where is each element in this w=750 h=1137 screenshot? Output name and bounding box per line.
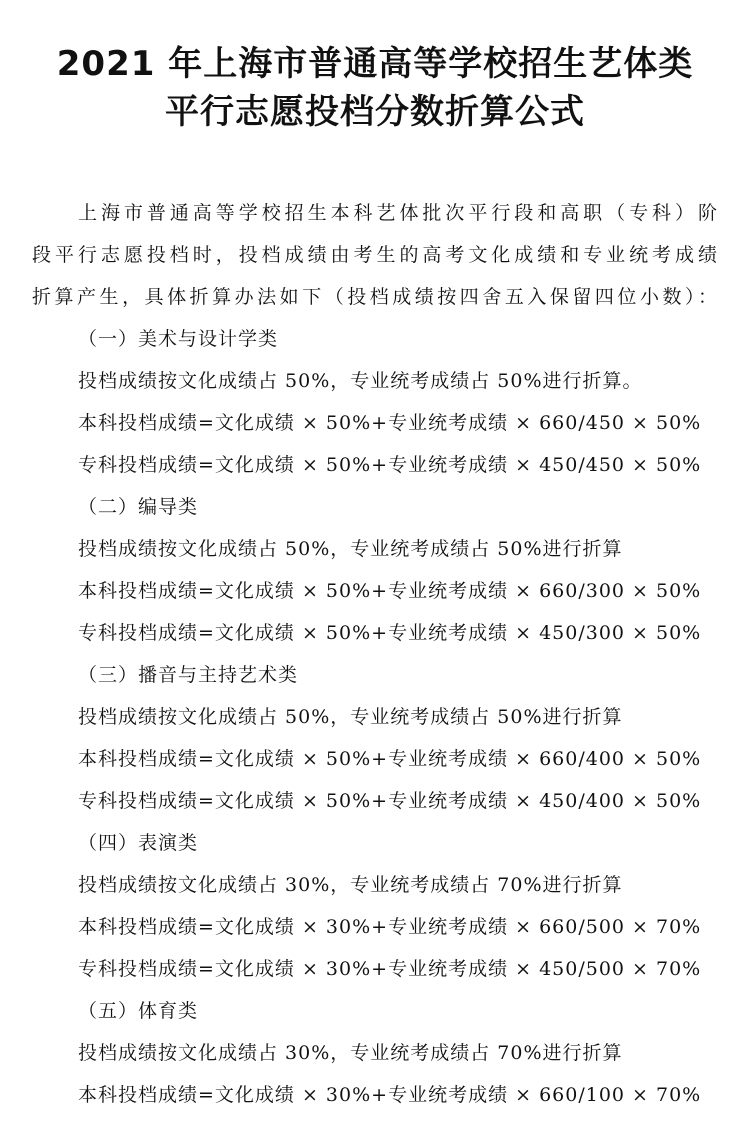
formula-vocational-line: 专科投档成绩=文化成绩 × 50%+专业统考成绩 × 450/300 × 50% xyxy=(78,622,702,644)
formula-vocational-line: 专科投档成绩=文化成绩 × 50%+专业统考成绩 × 450/400 × 50% xyxy=(78,790,702,812)
section-heading-directing: （二）编导类 xyxy=(78,496,199,518)
formula-ratio-line: 投档成绩按文化成绩占 50%，专业统考成绩占 50%进行折算。 xyxy=(78,370,643,392)
section-heading-performance: （四）表演类 xyxy=(78,832,199,854)
formula-ratio-line: 投档成绩按文化成绩占 30%，专业统考成绩占 70%进行折算 xyxy=(78,874,623,896)
document-title-line-2: 平行志愿投档分数折算公式 xyxy=(165,92,585,132)
formula-undergraduate-line: 本科投档成绩=文化成绩 × 50%+专业统考成绩 × 660/300 × 50% xyxy=(78,580,702,602)
formula-ratio-line: 投档成绩按文化成绩占 50%，专业统考成绩占 50%进行折算 xyxy=(78,538,623,560)
formula-undergraduate-line: 本科投档成绩=文化成绩 × 30%+专业统考成绩 × 660/100 × 70% xyxy=(78,1084,702,1106)
formula-undergraduate-line: 本科投档成绩=文化成绩 × 50%+专业统考成绩 × 660/450 × 50% xyxy=(78,412,702,434)
intro-paragraph-line-1: 上海市普通高等学校招生本科艺体批次平行段和高职（专科）阶 xyxy=(78,202,718,224)
formula-undergraduate-line: 本科投档成绩=文化成绩 × 50%+专业统考成绩 × 660/400 × 50% xyxy=(78,748,702,770)
section-heading-art-design: （一）美术与设计学类 xyxy=(78,328,279,350)
section-heading-sports: （五）体育类 xyxy=(78,1000,199,1022)
formula-vocational-line: 专科投档成绩=文化成绩 × 30%+专业统考成绩 × 450/500 × 70% xyxy=(78,958,702,980)
formula-ratio-line: 投档成绩按文化成绩占 30%，专业统考成绩占 70%进行折算 xyxy=(78,1042,623,1064)
section-heading-broadcasting: （三）播音与主持艺术类 xyxy=(78,664,299,686)
formula-undergraduate-line: 本科投档成绩=文化成绩 × 30%+专业统考成绩 × 660/500 × 70% xyxy=(78,916,702,938)
document-title-line-1: 2021 年上海市普通高等学校招生艺体类 xyxy=(56,44,694,84)
formula-vocational-line: 专科投档成绩=文化成绩 × 50%+专业统考成绩 × 450/450 × 50% xyxy=(78,454,702,476)
intro-paragraph-line-2: 段平行志愿投档时，投档成绩由考生的高考文化成绩和专业统考成绩 xyxy=(32,244,718,266)
intro-paragraph-line-3: 折算产生，具体折算办法如下（投档成绩按四舍五入保留四位小数）： xyxy=(32,286,718,308)
formula-ratio-line: 投档成绩按文化成绩占 50%，专业统考成绩占 50%进行折算 xyxy=(78,706,623,728)
